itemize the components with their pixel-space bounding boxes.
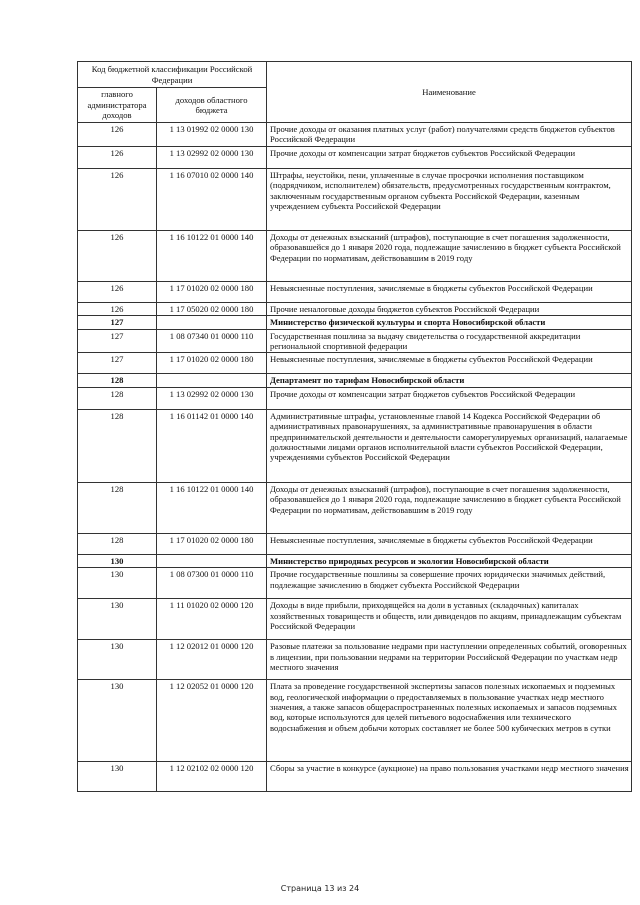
header-kbk: Код бюджетной классификации Российской Федерации <box>78 62 267 88</box>
income-code-cell <box>157 554 267 567</box>
header-admin: главного администратора доходов <box>78 88 157 123</box>
table-row <box>78 599 632 640</box>
page-footer: Страница 13 из 24 <box>280 884 360 893</box>
name-cell: Министерство физической культуры и спорта Новосибирской области <box>267 316 632 329</box>
income-code-cell <box>157 374 267 387</box>
income-code-cell: 1 11 01020 02 0000 120 <box>157 599 267 640</box>
table-row <box>78 680 632 762</box>
admin-code-cell: 128 <box>78 482 157 533</box>
table-row <box>78 329 632 353</box>
admin-code-cell: 130 <box>78 640 157 680</box>
admin-code-cell: 126 <box>78 281 157 302</box>
name-cell: Доходы в виде прибыли, приходящейся на доли в уставных (складочных) капиталах хозяйственных товариществ и обществ, или дивидендов по акциям, принадлежащим субъектам Российской Федерации <box>267 599 632 640</box>
name-cell: Прочие государственные пошлины за совершение прочих юридически значимых действий, подлежащие зачислению в бюджет субъекта Российской Федерации <box>267 568 632 599</box>
income-code-cell: 1 16 10122 01 0000 140 <box>157 230 267 281</box>
table-row <box>78 353 632 374</box>
income-code-cell: 1 13 02992 02 0000 130 <box>157 146 267 168</box>
table-row <box>78 281 632 302</box>
table-row <box>78 168 632 230</box>
name-cell: Сборы за участие в конкурсе (аукционе) на право пользования участками недр местного значения <box>267 762 632 792</box>
name-cell: Государственная пошлина за выдачу свидетельства о государственной аккредитации региональной спортивной федерации <box>267 329 632 353</box>
table-row <box>78 482 632 533</box>
header-income: доходов областного бюджета <box>157 88 267 123</box>
income-code-cell: 1 16 07010 02 0000 140 <box>157 168 267 230</box>
income-code-cell: 1 16 10122 01 0000 140 <box>157 482 267 533</box>
admin-code-cell: 126 <box>78 123 157 147</box>
income-code-cell: 1 17 01020 02 0000 180 <box>157 353 267 374</box>
income-code-cell: 1 16 01142 01 0000 140 <box>157 409 267 482</box>
income-code-cell: 1 08 07300 01 0000 110 <box>157 568 267 599</box>
income-code-cell: 1 13 02992 02 0000 130 <box>157 387 267 409</box>
income-code-cell: 1 12 02102 02 0000 120 <box>157 762 267 792</box>
table-row <box>78 146 632 168</box>
name-cell: Министерство природных ресурсов и экологии Новосибирской области <box>267 554 632 567</box>
table-row <box>78 230 632 281</box>
income-code-cell <box>157 316 267 329</box>
name-cell: Административные штрафы, установленные главой 14 Кодекса Российской Федерации об административных правонарушениях, за административные правонарушения в области предпринимательской деятельности и деятельности саморегулируемых организаций, налагаемые должностными лицами органов исполнительной власти субъектов Российской Федерации, учреждениями субъектов Российской Федерации <box>267 409 632 482</box>
name-cell: Прочие доходы от компенсации затрат бюджетов субъектов Российской Федерации <box>267 146 632 168</box>
admin-code-cell: 126 <box>78 146 157 168</box>
admin-code-cell: 130 <box>78 568 157 599</box>
admin-code-cell: 127 <box>78 329 157 353</box>
income-code-cell: 1 12 02052 01 0000 120 <box>157 680 267 762</box>
admin-code-cell: 126 <box>78 168 157 230</box>
admin-code-cell: 128 <box>78 533 157 554</box>
admin-code-cell: 130 <box>78 599 157 640</box>
admin-code-cell: 130 <box>78 680 157 762</box>
table-row <box>78 533 632 554</box>
admin-code-cell: 128 <box>78 387 157 409</box>
admin-code-cell: 128 <box>78 409 157 482</box>
name-cell: Департамент по тарифам Новосибирской области <box>267 374 632 387</box>
table-row <box>78 374 632 387</box>
name-cell: Штрафы, неустойки, пени, уплаченные в случае просрочки исполнения поставщиком (подрядчиком, исполнителем) обязательств, предусмотренных государственным контрактом, заключенным государственным органом субъекта Российской Федерации, казенным учреждением субъекта Российской Федерации <box>267 168 632 230</box>
name-cell: Невыясненные поступления, зачисляемые в бюджеты субъектов Российской Федерации <box>267 353 632 374</box>
header-name: Наименование <box>267 62 632 123</box>
table-row <box>78 554 632 567</box>
name-cell: Невыясненные поступления, зачисляемые в бюджеты субъектов Российской Федерации <box>267 281 632 302</box>
income-code-cell: 1 13 01992 02 0000 130 <box>157 123 267 147</box>
income-code-cell: 1 12 02012 01 0000 120 <box>157 640 267 680</box>
admin-code-cell: 130 <box>78 554 157 567</box>
table-row <box>78 316 632 329</box>
table-row <box>78 387 632 409</box>
name-cell: Доходы от денежных взысканий (штрафов), поступающие в счет погашения задолженности, образовавшейся до 1 января 2020 года, подлежащие зачислению в бюджет субъекта Российской Федерации по нормативам, действовавшим в 2019 году <box>267 482 632 533</box>
income-code-cell: 1 17 05020 02 0000 180 <box>157 302 267 315</box>
name-cell: Разовые платежи за пользование недрами при наступлении определенных событий, оговоренных в лицензии, при пользовании недрами на территории Российской Федерации по участкам недр местного значения <box>267 640 632 680</box>
name-cell: Доходы от денежных взысканий (штрафов), поступающие в счет погашения задолженности, образовавшейся до 1 января 2020 года, подлежащие зачислению в бюджет субъекта Российской Федерации по нормативам, действовавшим в 2019 году <box>267 230 632 281</box>
name-cell: Прочие доходы от оказания платных услуг (работ) получателями средств бюджетов субъектов Российской Федерации <box>267 123 632 147</box>
table-row <box>78 409 632 482</box>
name-cell: Невыясненные поступления, зачисляемые в бюджеты субъектов Российской Федерации <box>267 533 632 554</box>
name-cell: Плата за проведение государственной экспертизы запасов полезных ископаемых и подземных вод, геологической информации о предоставляемых в пользование участках недр местного значения, а также запасов общераспространенных полезных ископаемых и запасов подземных вод, которые используются для целей питьевого водоснабжения или технического водоснабжения и объем добычи которых составляет не более 500 кубических метров в сутки <box>267 680 632 762</box>
table-row <box>78 568 632 599</box>
income-code-cell: 1 17 01020 02 0000 180 <box>157 281 267 302</box>
income-code-cell: 1 17 01020 02 0000 180 <box>157 533 267 554</box>
table-row <box>78 123 632 147</box>
table-row <box>78 302 632 315</box>
income-code-cell: 1 08 07340 01 0000 110 <box>157 329 267 353</box>
table-row <box>78 762 632 792</box>
admin-code-cell: 126 <box>78 302 157 315</box>
admin-code-cell: 128 <box>78 374 157 387</box>
table-row <box>78 640 632 680</box>
name-cell: Прочие доходы от компенсации затрат бюджетов субъектов Российской Федерации <box>267 387 632 409</box>
admin-code-cell: 127 <box>78 353 157 374</box>
admin-code-cell: 127 <box>78 316 157 329</box>
name-cell: Прочие неналоговые доходы бюджетов субъектов Российской Федерации <box>267 302 632 315</box>
admin-code-cell: 126 <box>78 230 157 281</box>
budget-classification-table <box>77 61 632 792</box>
admin-code-cell: 130 <box>78 762 157 792</box>
table-body <box>78 123 632 792</box>
